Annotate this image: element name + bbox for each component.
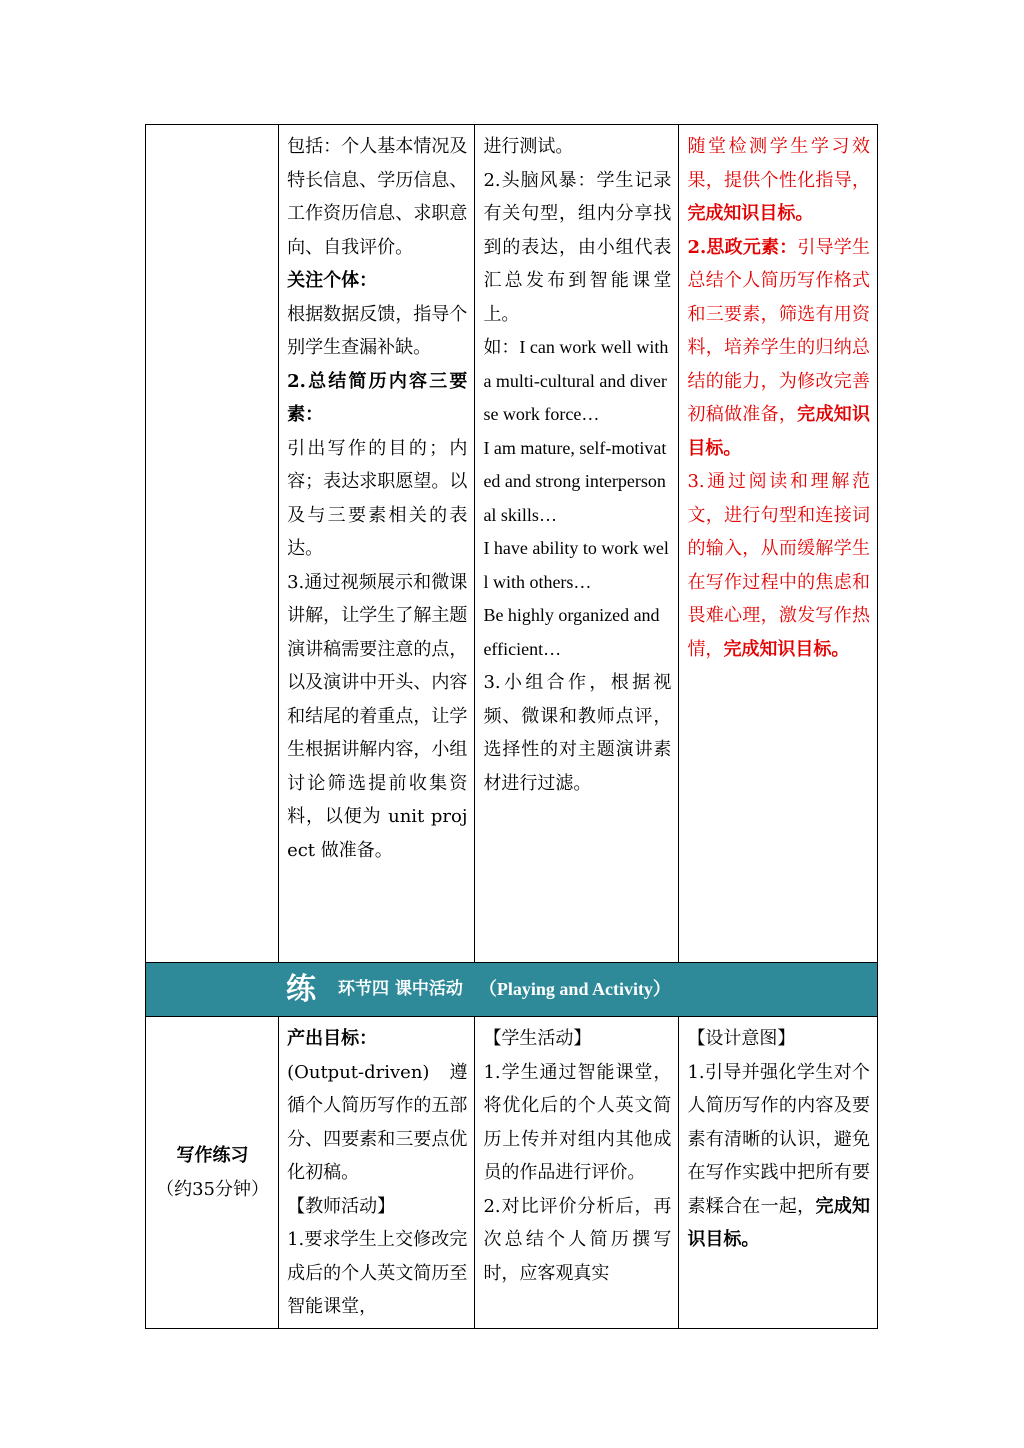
paragraph: 进行测试。 bbox=[483, 136, 574, 157]
paragraph-heading: 2.总结简历内容三要素： bbox=[287, 370, 468, 425]
paragraph-heading: 【教师活动】 bbox=[287, 1195, 396, 1217]
paragraph: 引出写作的目的；内容；表达求职愿望。以及与三要素相关的表达。 bbox=[287, 437, 468, 559]
section-title: 环节四 课中活动 bbox=[338, 978, 463, 999]
student-activity-cell bbox=[475, 125, 679, 963]
goal-text: 完成知识目标。 bbox=[687, 203, 814, 224]
design-intent-cell bbox=[679, 125, 878, 963]
section-banner bbox=[146, 963, 878, 1017]
stage-title: 写作练习 bbox=[176, 1145, 249, 1167]
example-sentence: I am mature, self-motivated and strong interpersonal skills… bbox=[483, 437, 667, 525]
stage-cell-empty bbox=[146, 125, 279, 963]
section-banner-row bbox=[146, 963, 878, 1017]
text: 3.通过阅读和理解范文，进行句型和连接词的输入，从而缓解学生在写作过程中的焦虑和畏难心理，激发写作热情， bbox=[687, 471, 870, 660]
paragraph-heading: 【学生活动】 bbox=[483, 1028, 592, 1049]
teacher-activity-cell bbox=[279, 125, 475, 963]
lesson-plan-table bbox=[145, 124, 878, 1329]
paragraph: 1.要求学生上交修改完成后的个人英文简历至智能课堂， bbox=[287, 1229, 468, 1317]
paragraph: 包括：个人基本情况及特长信息、学历信息、工作资历信息、求职意向、自我评价。 bbox=[287, 136, 468, 258]
goal-label: 2.思政元素： bbox=[687, 236, 798, 258]
paragraph-heading: 【设计意图】 bbox=[687, 1028, 796, 1049]
text: 1.引导并强化学生对个人简历写作的内容及要素有清晰的认识，避免在写作实践中把所有要素糅合在一起， bbox=[687, 1061, 870, 1217]
table-row bbox=[146, 125, 878, 963]
paragraph-heading: 关注个体： bbox=[287, 270, 378, 291]
paragraph bbox=[687, 130, 870, 231]
example-sentence: I have ability to work well with others… bbox=[483, 538, 669, 592]
goal-text: 完成知识目标。 bbox=[687, 1195, 871, 1250]
example-sentence: Be highly organized and efficient… bbox=[483, 605, 660, 659]
paragraph bbox=[687, 1056, 870, 1257]
goal-text: 完成知识目标。 bbox=[723, 638, 850, 660]
paragraph: 根据数据反馈，指导个别学生查漏补缺。 bbox=[287, 303, 468, 358]
section-title-en: （Playing and Activity） bbox=[478, 978, 671, 999]
text: 引导学生总结个人简历写作格式和三要素，筛选有用资料，培养学生的归纳总结的能力，为修改完善初稿做准备， bbox=[687, 236, 870, 425]
student-activity-cell bbox=[475, 1017, 679, 1329]
design-intent-cell bbox=[679, 1017, 878, 1329]
paragraph: (Output-driven) 遵循个人简历写作的五部分、四要素和三要点优化初稿。 bbox=[287, 1061, 468, 1183]
section-char: 练 bbox=[286, 971, 316, 1007]
stage-cell bbox=[146, 1017, 279, 1329]
paragraph bbox=[687, 231, 870, 466]
paragraph: 1.学生通过智能课堂，将优化后的个人英文简历上传并对组内其他成员的作品进行评价。 bbox=[483, 1061, 672, 1183]
text: 随堂检测学生学习效果，提供个性化指导， bbox=[687, 136, 870, 191]
teacher-activity-cell bbox=[279, 1017, 475, 1329]
stage-duration: （约35分钟） bbox=[156, 1178, 269, 1200]
paragraph: 3.通过视频展示和微课讲解，让学生了解主题演讲稿需要注意的点，以及演讲中开头、内容和结尾的着重点，让学生根据讲解内容，小组讨论筛选提前收集资料，以便为 unit project 做准备。 bbox=[287, 571, 468, 861]
table-row bbox=[146, 1017, 878, 1329]
paragraph: 2.头脑风暴：学生记录有关句型，组内分享找到的表达，由小组代表汇总发布到智能课堂上。 bbox=[483, 169, 672, 325]
goal-text: 完成知识目标。 bbox=[687, 404, 871, 459]
example-sentence: 如：I can work well with a multi-cultural and diverse work force… bbox=[483, 337, 669, 424]
paragraph: 3.小组合作，根据视频、微课和教师点评，选择性的对主题演讲素材进行过滤。 bbox=[483, 672, 672, 794]
paragraph bbox=[687, 465, 870, 666]
paragraph: 2.对比评价分析后，再次总结个人简历撰写时，应客观真实 bbox=[483, 1195, 672, 1284]
paragraph-heading: 产出目标： bbox=[287, 1028, 378, 1049]
